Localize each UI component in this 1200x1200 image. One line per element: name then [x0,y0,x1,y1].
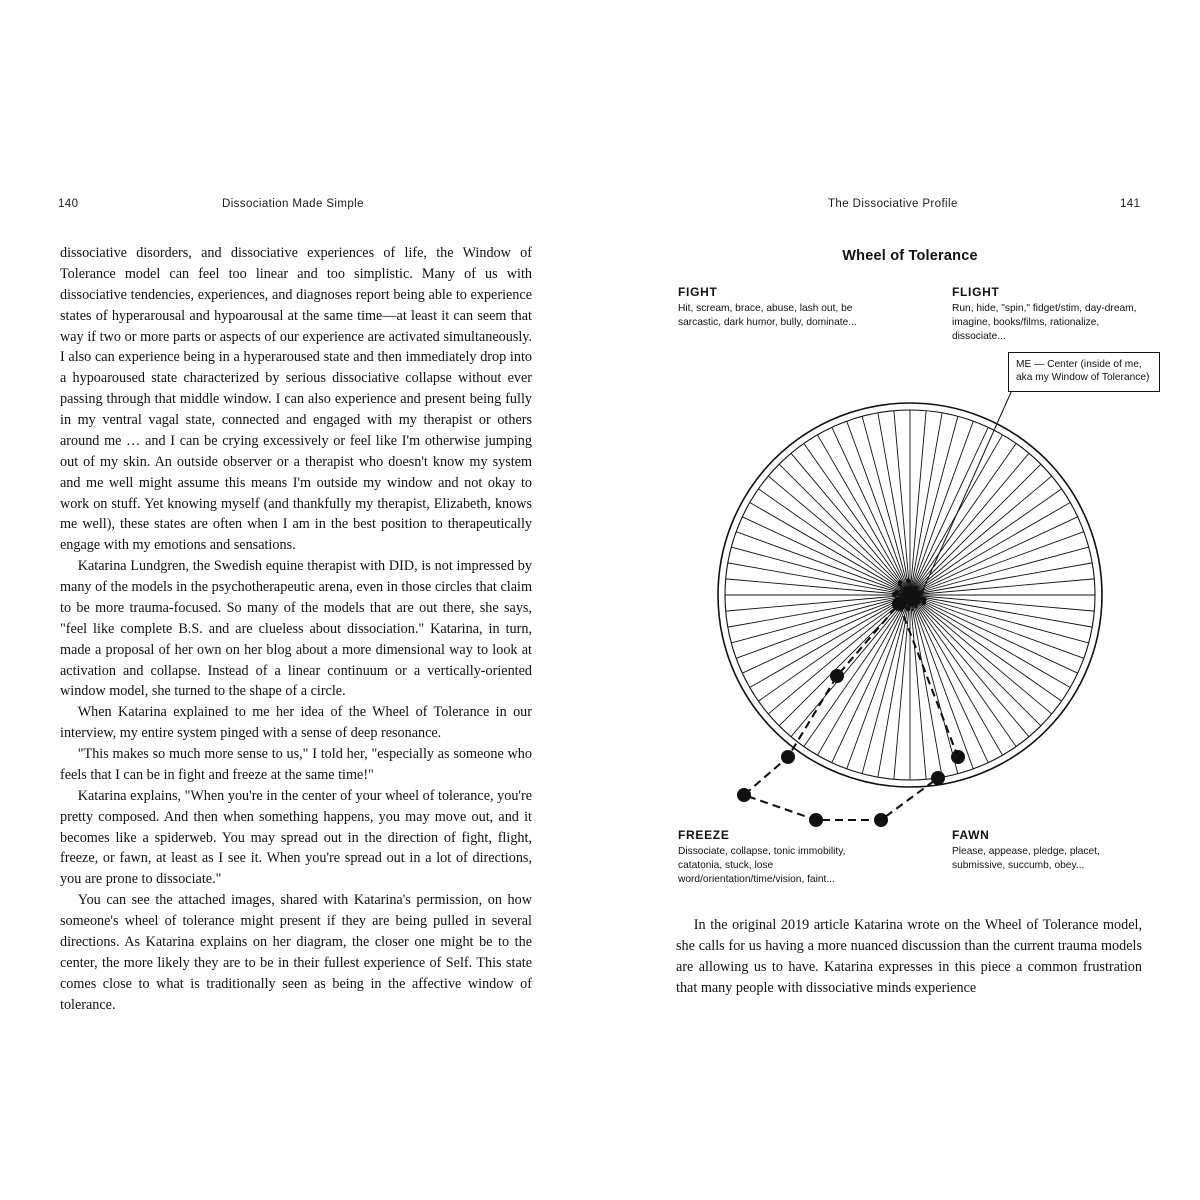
spiderweb-node [892,597,906,611]
quadrant-fight-body: Hit, scream, brace, abuse, lash out, be sarcastic, dark humor, bully, dominate... [678,303,857,329]
paragraph: Katarina Lundgren, the Swedish equine therapist with DID, is not impressed by many of the models in the psychotherapeutic arena, even in those circles that claim to be more trauma-focused. So many of the models that are out there, she says, "feel like complete B.S. and are clueless about dissociation." Katarina, in turn, made a proposal of her own on her blog about a more dimensional way to look at activation and collapse. Instead of a linear continuum or a vertically-oriented window model, she turned to the shape of a circle. [60,558,532,700]
paragraph: When Katarina explained to me her idea of the Wheel of Tolerance in our interview, my entire system pinged with a sense of deep resonance. [60,704,532,742]
right-page-body [676,915,1142,999]
spiderweb-node [951,750,965,764]
spiderweb-node [737,788,751,802]
paragraph: "This makes so much more sense to us," I told her, "especially as someone who feels that I can be in fight and freeze at the same time!" [60,746,532,783]
paragraph: In the original 2019 article Katarina wrote on the Wheel of Tolerance model, she calls for us having a more nuanced discussion than the current trauma models are allowing us to have. Katarina expresses in this piece a common frustration that many people with dissociative minds experience [676,917,1142,996]
quadrant-freeze-body: Dissociate, collapse, tonic immobility, catatonia, stuck, lose word/orientation/time/vision, faint... [678,846,846,886]
spiderweb-node [781,750,795,764]
left-page-body [60,243,532,1015]
spiderweb-node [931,771,945,785]
quadrant-flight [952,285,1152,344]
right-page-running-head: The Dissociative Profile [828,198,958,210]
paragraph: Katarina explains, "When you're in the center of your wheel of tolerance, you're pretty composed. And then when something happens, you may move out, and it becomes like a spiderweb. You may spread out in the direction of fight, flight, freeze, or fawn, at least as I see it. When you're spread out in a lot of directions, you are prone to dissociate." [60,787,532,888]
spiderweb-node [830,669,844,683]
wheel-of-tolerance-figure [660,240,1160,890]
left-page-running-head: Dissociation Made Simple [222,198,364,210]
quadrant-freeze [678,828,878,887]
left-page-folio: 140 [58,198,79,210]
quadrant-flight-body: Run, hide, "spin," fidget/stim, day-dream, imagine, books/films, rationalize, dissociate... [952,303,1137,343]
quadrant-fawn-body: Please, appease, pledge, placet, submissive, succumb, obey... [952,846,1100,872]
quadrant-fight-heading: FIGHT [678,285,718,299]
paragraph: You can see the attached images, shared with Katarina's permission, on how someone's wheel of tolerance might present if they are being pulled in several directions. As Katarina explains on her diagram, the closer one might be to the center, the more likely they are to be in their fullest experience of Self. This state comes close to what is traditionally seen as being in the affective window of tolerance. [60,892,532,1013]
right-page-folio: 141 [1120,198,1141,210]
figure-title: Wheel of Tolerance [842,248,978,264]
center-callout: ME — Center (inside of me, aka my Window of Tolerance) [1008,352,1160,392]
quadrant-flight-heading: FLIGHT [952,285,1000,299]
spiderweb-node [874,813,888,827]
quadrant-freeze-heading: FREEZE [678,828,730,842]
quadrant-fight [678,285,878,330]
paragraph: dissociative disorders, and dissociative experiences of life, the Window of Tolerance model can feel too linear and too simplistic. Many of us with dissociative tendencies, experiences, and diagnoses report being able to experience states of hyperarousal and hypoarousal at the same time—at least it can seem that way if two or more parts or aspects of our experience are activated simultaneously. I also can experience being in a hyperaroused state and then immediately drop into a hypoaroused state characterized by serious dissociative collapse without ever passing through that middle window. I can also experience and present being fully in my ventral vagal state, connected and engaged with my therapist or others around me … and I can be crying excessively or feel like I'm otherwise jumping out of my skin. An outside observer or a therapist who doesn't know my system and me well might assume this means I'm outside my window and not okay to work on stuff. Yet knowing myself (and thankfully my therapist, Elizabeth, knows me well), these states are often when I am in the best position to therapeutically engage with my emotions and sensations. [60,245,532,554]
spiderweb-node [809,813,823,827]
quadrant-fawn-heading: FAWN [952,828,990,842]
quadrant-fawn [952,828,1152,873]
